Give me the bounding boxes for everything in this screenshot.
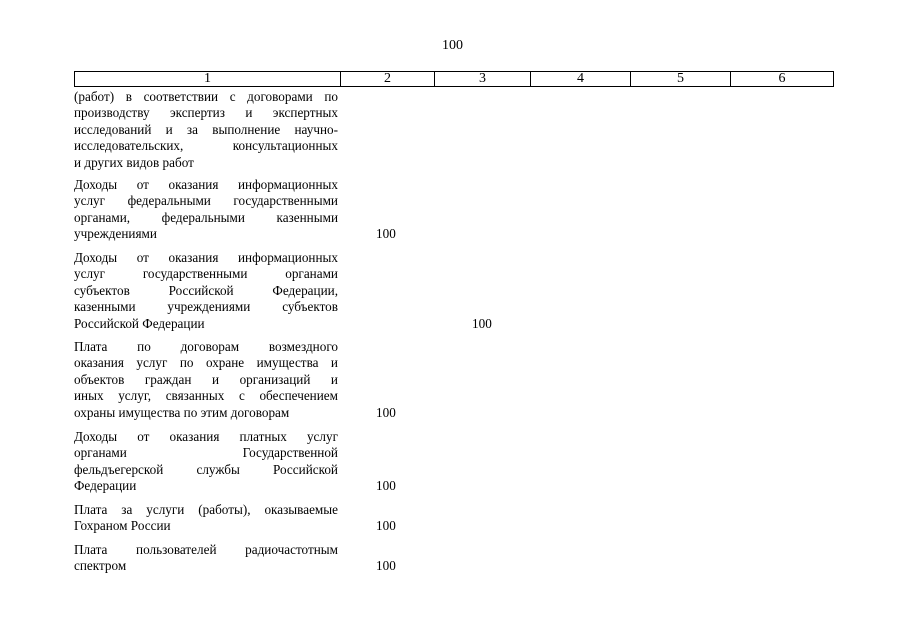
text-line: исследований и за выполнение научно- [74, 121, 338, 137]
text-line: исследовательских, консультационных [74, 138, 338, 154]
row-description [74, 429, 338, 495]
text-line: Российской Федерации [74, 315, 205, 331]
text-line: услуг федеральными государственными [74, 193, 338, 209]
text-line: учреждениями [74, 226, 157, 242]
text-line: (работ) в соответствии с договорами по [74, 89, 338, 104]
row-description [74, 502, 338, 535]
text-line: органами Государственной [74, 445, 338, 461]
table-row [74, 89, 834, 171]
text-line: Плата за услуги (работы), оказываемые [74, 502, 338, 517]
column-header-2: 2 [341, 72, 435, 86]
text-line: Плата пользователей радиочастотным [74, 542, 338, 557]
text-line: Доходы от оказания информационных [74, 177, 338, 192]
text-line: спектром [74, 558, 127, 574]
text-line: объектов граждан и организаций и [74, 371, 338, 387]
table-row [74, 177, 834, 243]
cell-value-col2: 100 [376, 405, 396, 420]
row-description [74, 177, 338, 243]
text-line: производству экспертиз и экспертных [74, 105, 338, 121]
table-row [74, 429, 834, 495]
text-line: казенными учреждениями субъектов [74, 299, 338, 315]
cell-value-col2: 100 [376, 478, 396, 493]
text-line: иных услуг, связанных с обеспечением [74, 388, 338, 404]
cell-value-col3: 100 [472, 316, 492, 331]
column-header-1: 1 [75, 72, 341, 86]
row-description [74, 250, 338, 332]
column-header-5: 5 [631, 72, 731, 86]
text-line: оказания услуг по охране имущества и [74, 355, 338, 371]
text-line: Доходы от оказания платных услуг [74, 429, 338, 444]
text-line: субъектов Российской Федерации, [74, 282, 338, 298]
text-line: Федерации [74, 478, 137, 494]
text-line: услуг государственными органами [74, 266, 338, 282]
text-line: фельдъегерской службы Российской [74, 461, 338, 477]
text-line: органами, федеральными казенными [74, 209, 338, 225]
row-description [74, 542, 338, 575]
table-row [74, 339, 834, 421]
cell-value-col2: 100 [376, 558, 396, 573]
table-row [74, 542, 834, 575]
text-line: охраны имущества по этим договорам [74, 404, 290, 420]
table-row [74, 250, 834, 332]
cell-value-col2: 100 [376, 226, 396, 241]
row-description [74, 89, 338, 171]
column-header-6: 6 [778, 71, 786, 86]
table-row [74, 502, 834, 535]
text-line: и других видов работ [74, 154, 194, 170]
text-line: Плата по договорам возмездного [74, 339, 338, 354]
column-header-3: 3 [435, 72, 531, 86]
table-header-row [74, 71, 834, 87]
row-description [74, 339, 338, 421]
text-line: Гохраном России [74, 518, 171, 534]
page-number: 100 [442, 38, 463, 53]
cell-value-col2: 100 [376, 518, 396, 533]
text-line: Доходы от оказания информационных [74, 250, 338, 265]
column-header-4: 4 [531, 72, 631, 86]
